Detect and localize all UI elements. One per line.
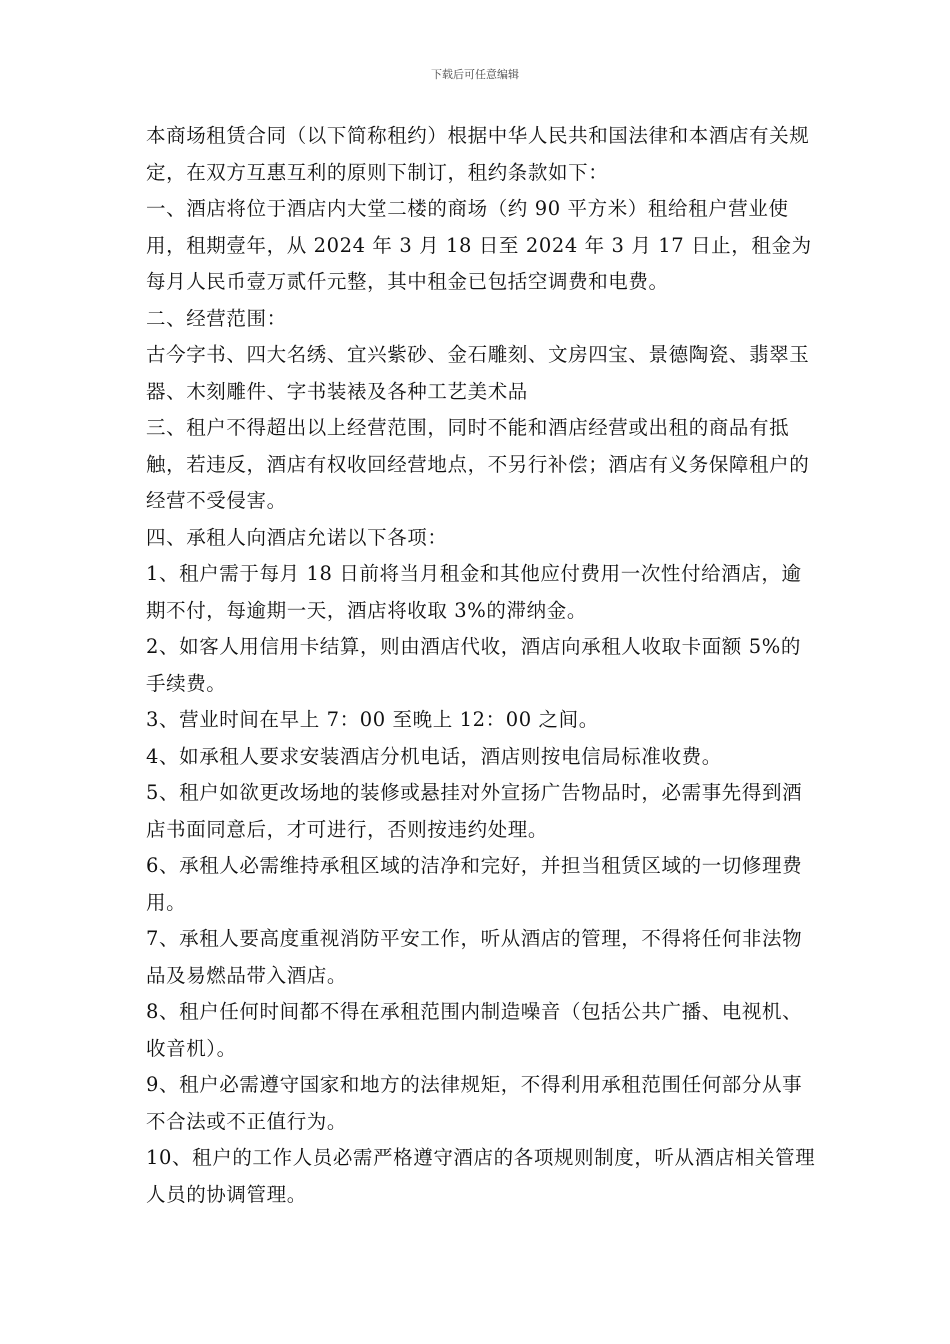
list-item-4: 4、如承租人要求安装酒店分机电话，酒店则按电信局标准收费。	[146, 744, 722, 768]
paragraph-clause-1: 一、酒店将位于酒店内大堂二楼的商场（约 90 平方米）租给租户营业使用，租期壹年，从 2024 年 3 月 18 日至 2024 年 3 月 17 日止，租金为每月人民币壹万贰仟元整，其中租金已包括空调费和电费。	[146, 197, 812, 293]
paragraph-clause-2-heading: 二、经营范围：	[146, 306, 287, 330]
page-header: 下载后可任意编辑	[431, 68, 519, 81]
paragraph-clause-3: 三、租户不得超出以上经营范围，同时不能和酒店经营或出租的商品有抵触，若违反，酒店有权收回经营地点，不另行补偿；酒店有义务保障租户的经营不受侵害。	[146, 416, 810, 512]
paragraph-clause-4-heading: 四、承租人向酒店允诺以下各项：	[146, 525, 448, 549]
list-item-10: 10、租户的工作人员必需严格遵守酒店的各项规则制度，听从酒店相关管理人员的协调管理。	[146, 1146, 816, 1206]
list-item-5: 5、租户如欲更改场地的装修或悬挂对外宣扬广告物品时，必需事先得到酒店书面同意后，才可进行，否则按违约处理。	[146, 781, 803, 841]
list-item-7: 7、承租人要高度重视消防平安工作，听从酒店的管理，不得将任何非法物品及易燃品带入酒店。	[146, 927, 803, 987]
list-item-2: 2、如客人用信用卡结算，则由酒店代收，酒店向承租人收取卡面额 5%的手续费。	[146, 635, 801, 695]
list-item-3: 3、营业时间在早上 7：00 至晚上 12：00 之间。	[146, 708, 599, 731]
list-item-9: 9、租户必需遵守国家和地方的法律规矩，不得利用承租范围任何部分从事不合法或不正值行为。	[146, 1073, 803, 1133]
paragraph-intro: 本商场租赁合同（以下简称租约）根据中华人民共和国法律和本酒店有关规定，在双方互惠互利的原则下制订，租约条款如下：	[146, 124, 810, 184]
document-body	[146, 118, 816, 1213]
list-item-6: 6、承租人必需维持承租区域的洁净和完好，并担当租赁区域的一切修理费用。	[146, 854, 803, 914]
list-item-1: 1、租户需于每月 18 日前将当月租金和其他应付费用一次性付给酒店，逾期不付，每逾期一天，酒店将收取 3%的滞纳金。	[146, 562, 802, 622]
paragraph-business-scope: 古今字书、四大名绣、宜兴紫砂、金石雕刻、文房四宝、景德陶瓷、翡翠玉器、木刻雕件、字书装裱及各种工艺美术品	[146, 343, 810, 403]
list-item-8: 8、租户任何时间都不得在承租范围内制造噪音（包括公共广播、电视机、收音机）。	[146, 1000, 803, 1060]
